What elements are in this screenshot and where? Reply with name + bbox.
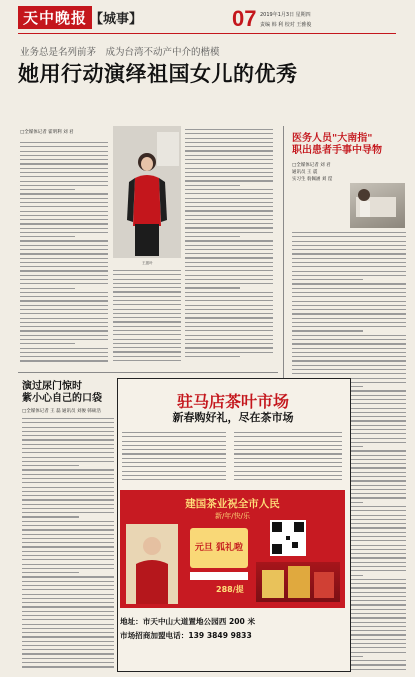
- editor-credits: 责编 韩 利 校对 王雅俊: [260, 22, 312, 28]
- ad-body-left: [122, 432, 226, 486]
- ad-banner: [120, 490, 345, 608]
- story-divider: [18, 372, 278, 373]
- price-label: 288/提: [216, 585, 244, 594]
- banner-title: 建国茶业祝全市人民: [185, 498, 280, 510]
- lead-byline: □全媒体记者 霍明利 刘 君: [20, 130, 74, 135]
- lead-photo: [113, 126, 181, 258]
- section-label: 【城事】: [90, 12, 143, 27]
- lead-headline: 她用行动演绎祖国女儿的优秀: [18, 62, 298, 86]
- lead-kicker: 业务总是名列前茅 成为台湾不动产中介的楷模: [20, 47, 220, 58]
- ad-title: 驻马店茶叶市场: [176, 392, 289, 411]
- newspaper-logo: 天中晚报: [18, 6, 92, 29]
- lead-body-col1: [20, 142, 108, 368]
- ad-body-right: [234, 432, 342, 486]
- issue-date: 2019年1月3日 星期四: [260, 12, 311, 18]
- gift-card: [190, 528, 248, 568]
- lead-body-col2: [113, 270, 181, 368]
- photo-caption: 王振叶: [142, 261, 153, 265]
- promo-text: 元旦 狐礼啦: [194, 543, 244, 553]
- page-number: 07: [232, 6, 257, 31]
- story3-headline: 医务人员"大南指" 职出患者手事中导物: [292, 133, 382, 156]
- story3-photo: [350, 183, 405, 228]
- masthead-divider: [18, 33, 396, 34]
- qr-code: [270, 520, 306, 556]
- banner-greeting: 新/年/快/乐: [214, 512, 251, 520]
- story2-byline: □全媒体记者 王 磊 通讯员 刘俊 韩硕浩: [22, 409, 101, 414]
- lead-body-col3: [185, 129, 273, 369]
- ad-subtitle: 新春购好礼，尽在茶市场: [172, 411, 294, 424]
- banner-photo: [126, 524, 178, 604]
- tea-packages: [256, 562, 340, 602]
- ad-address: 地址：市天中山大道置地公园西 200 米: [120, 617, 256, 626]
- ad-hotline: 市场招商加盟电话：139 3849 9833: [120, 631, 252, 640]
- price-bar: [190, 572, 248, 580]
- story2-headline: 演过尿门惊时 紫小心自己的口袋: [22, 381, 102, 404]
- story3-byline: □全媒体记者 刘 君 通讯员 王 震 实习生 翁佩涵 刘 滢: [292, 163, 333, 182]
- story2-body: [22, 418, 114, 668]
